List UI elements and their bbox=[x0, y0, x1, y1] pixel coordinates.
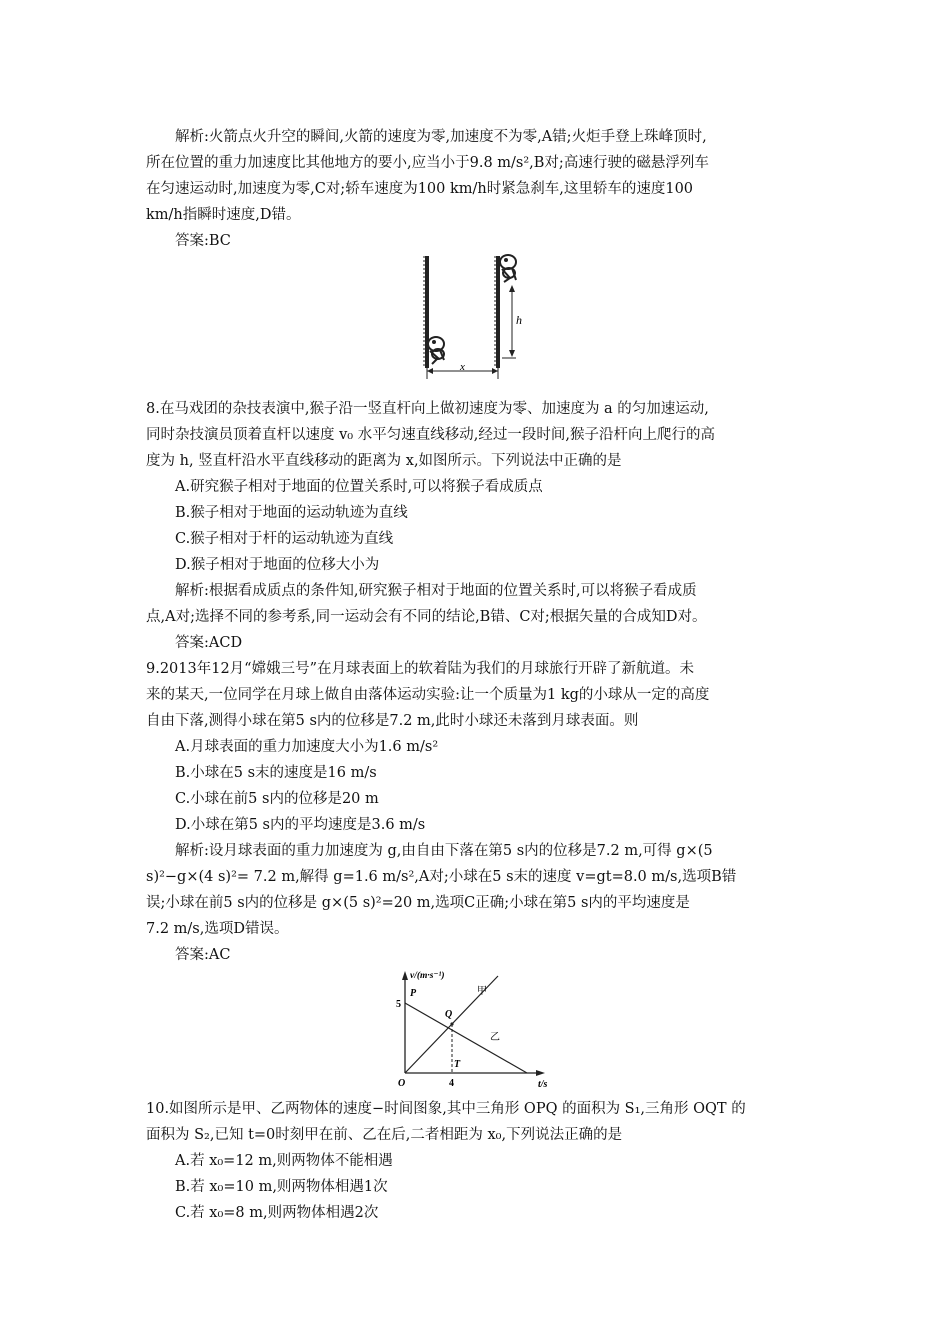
tick-5: 5 bbox=[396, 999, 401, 1010]
q9-option: C.小球在前5 s内的位移是20 m bbox=[175, 791, 379, 807]
q8-stem-line: 同时杂技演员顶着直杆以速度 v₀ 水平匀速直线移动,经过一段时间,猴子沿杆向上爬行的高 bbox=[146, 427, 715, 443]
q9-analysis-line: 7.2 m/s,选项D错误。 bbox=[146, 921, 289, 937]
q8-option: D.猴子相对于地面的位移大小为 bbox=[175, 557, 380, 573]
q9-analysis-line: s)²−g×(4 s)²= 7.2 m,解得 g=1.6 m/s²,A对;小球在5 s末的速度 v=gt=8.0 m/s,选项B错 bbox=[146, 869, 737, 885]
monkey-pole-figure bbox=[416, 252, 534, 380]
q9-analysis-line: 误;小球在前5 s内的位移是 g×(5 s)²=20 m,选项C正确;小球在第5 s内的平均速度是 bbox=[146, 895, 690, 911]
q8-option: B.猴子相对于地面的运动轨迹为直线 bbox=[175, 505, 408, 521]
q7-analysis-line: km/h指瞬时速度,D错。 bbox=[146, 207, 301, 223]
q9-stem-line: 自由下落,测得小球在第5 s内的位移是7.2 m,此时小球还未落到月球表面。则 bbox=[146, 713, 639, 729]
q8-analysis-line: 点,A对;选择不同的参考系,同一运动会有不同的结论,B错、C对;根据矢量的合成知D对。 bbox=[146, 609, 707, 625]
q7-answer: 答案:BC bbox=[175, 233, 231, 249]
q9-answer: 答案:AC bbox=[175, 947, 231, 963]
q9-stem-line: 来的某天,一位同学在月球上做自由落体运动实验:让一个质量为1 kg的小球从一定的高度 bbox=[146, 687, 710, 703]
q10-option: B.若 x₀=10 m,则两物体相遇1次 bbox=[175, 1179, 388, 1195]
q9-analysis-line: 解析:设月球表面的重力加速度为 g,由自由下落在第5 s内的位移是7.2 m,可得 g×(5 bbox=[175, 843, 713, 859]
q8-analysis-line: 解析:根据看成质点的条件知,研究猴子相对于地面的位置关系时,可以将猴子看成质 bbox=[175, 583, 697, 599]
q9-option: B.小球在5 s末的速度是16 m/s bbox=[175, 765, 377, 781]
q9-option: A.月球表面的重力加速度大小为1.6 m/s² bbox=[175, 739, 439, 755]
q8-option: C.猴子相对于杆的运动轨迹为直线 bbox=[175, 531, 394, 547]
q10-option: C.若 x₀=8 m,则两物体相遇2次 bbox=[175, 1205, 379, 1221]
velocity-time-graph bbox=[390, 968, 562, 1090]
right-pole bbox=[496, 256, 500, 368]
monkey-bottom-icon bbox=[428, 337, 444, 364]
line-yi bbox=[405, 1003, 527, 1073]
axis-t-label: t/s bbox=[538, 1079, 548, 1090]
q9-stem-line: 9.2013年12月“嫦娥三号”在月球表面上的软着陆为我们的月球旅行开辟了新航道。未 bbox=[146, 661, 695, 677]
q7-analysis-line: 所在位置的重力加速度比其他地方的要小,应当小于9.8 m/s²,B对;高速行驶的磁悬浮列车 bbox=[146, 155, 709, 171]
q8-stem-line: 8.在马戏团的杂技表演中,猴子沿一竖直杆向上做初速度为零、加速度为 a 的匀加速运动, bbox=[146, 401, 709, 417]
axis-v-label: v/(m·s⁻¹) bbox=[410, 971, 445, 981]
label-O: O bbox=[398, 1078, 406, 1089]
q8-stem-line: 度为 h, 竖直杆沿水平直线移动的距离为 x,如图所示。下列说法中正确的是 bbox=[146, 453, 622, 469]
q10-option: A.若 x₀=12 m,则两物体不能相遇 bbox=[175, 1153, 393, 1169]
q8-option: A.研究猴子相对于地面的位置关系时,可以将猴子看成质点 bbox=[175, 479, 543, 495]
label-P: P bbox=[410, 988, 417, 999]
label-Q: Q bbox=[445, 1009, 453, 1020]
q7-analysis-line: 在匀速运动时,加速度为零,C对;轿车速度为100 km/h时紧急刹车,这里轿车的速度100 bbox=[146, 181, 694, 197]
label-h: h bbox=[516, 313, 522, 327]
q9-option: D.小球在第5 s内的平均速度是3.6 m/s bbox=[175, 817, 426, 833]
tick-4: 4 bbox=[449, 1078, 454, 1089]
q8-answer: 答案:ACD bbox=[175, 635, 243, 651]
left-pole bbox=[425, 256, 429, 368]
q10-stem-line: 10.如图所示是甲、乙两物体的速度−时间图象,其中三角形 OPQ 的面积为 S₁,三角形 OQT 的 bbox=[146, 1101, 746, 1117]
monkey-top-icon bbox=[500, 255, 516, 282]
label-x: x bbox=[460, 361, 465, 373]
q10-stem-line: 面积为 S₂,已知 t=0时刻甲在前、乙在后,二者相距为 x₀,下列说法正确的是 bbox=[146, 1127, 623, 1143]
q7-analysis-line: 解析:火箭点火升空的瞬间,火箭的速度为零,加速度不为零,A错;火炬手登上珠峰顶时, bbox=[175, 129, 707, 145]
label-T: T bbox=[454, 1059, 461, 1070]
label-jia: 甲 bbox=[477, 986, 487, 997]
label-yi: 乙 bbox=[490, 1032, 500, 1043]
